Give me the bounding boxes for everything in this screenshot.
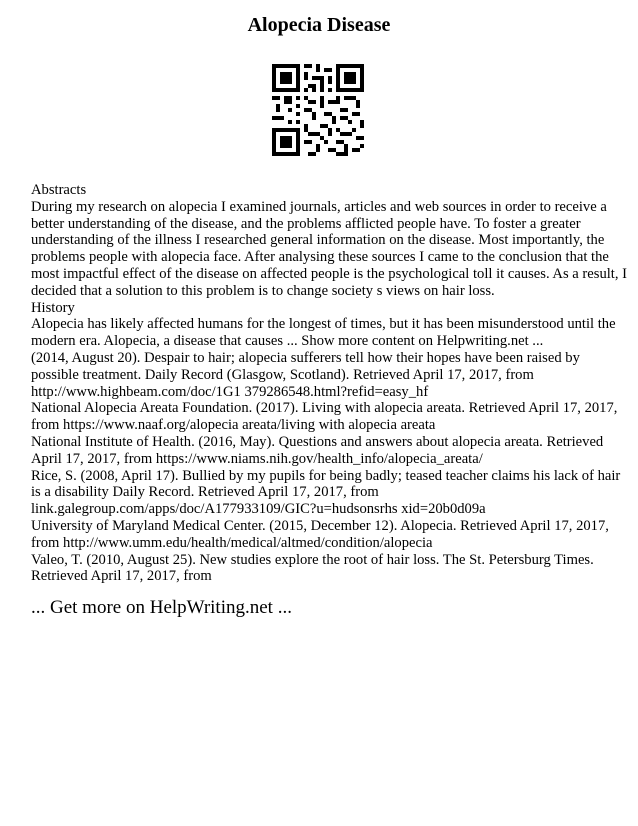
abstract-line: During my research on alopecia I examined journals, articles and web sources in order to receive a [31,198,607,215]
history-line: modern era. Alopecia, a disease that causes ... Show more content on Helpwriting.net ... [31,333,544,350]
reference-line: April 17, 2017, from https://www.niams.nih.gov/health_info/alopecia_areata/ [31,450,483,467]
reference-line: from https://www.naaf.org/alopecia areata/living with alopecia areata [31,417,436,434]
section-heading-history: History [31,299,75,316]
abstract-line: most impactful effect of the disease on affected people is the psychological toll it causes. As a result, I [31,265,628,282]
abstract-line: problems people with alopecia face. After analysing these sources I came to the conclusion that the [31,249,609,266]
document-body [31,182,628,585]
reference-line: link.galegroup.com/apps/doc/A177933109/GIC?u=hudsonsrhs xid=20b0d09a [31,501,486,518]
reference-line: possible treatment. Daily Record (Glasgow, Scotland). Retrieved April 17, 2017, from [31,366,534,383]
reference-line: Valeo, T. (2010, August 25). New studies explore the root of hair loss. The St. Petersburg Times. [31,551,594,568]
reference-line: National Alopecia Areata Foundation. (2017). Living with alopecia areata. Retrieved April 17, 2017, [31,400,618,417]
history-line: Alopecia has likely affected humans for the longest of times, but it has been misunderstood until the [31,316,616,333]
reference-line: (2014, August 20). Despair to hair; alopecia sufferers tell how their hopes have been raised by [31,349,580,366]
reference-line: from http://www.umm.edu/health/medical/altmed/condition/alopecia [31,534,433,551]
get-more-link[interactable]: ... Get more on HelpWriting.net ... [31,597,292,618]
reference-line: is a disability Daily Record. Retrieved April 17, 2017, from [31,484,379,501]
section-heading-abstracts: Abstracts [31,182,87,198]
reference-line: National Institute of Health. (2016, May). Questions and answers about alopecia areata. Retrieved [31,433,604,450]
abstract-line: understanding of the illness I researched general information on the disease. Most importantly, the [31,232,605,249]
reference-line: University of Maryland Medical Center. (2015, December 12). Alopecia. Retrieved April 17, 2017, [31,517,609,534]
qr-code-icon [272,64,364,156]
document-title: Alopecia Disease [247,14,391,36]
abstract-line: better understanding of the disease, and the problems afflicted people have. To foster a greater [31,215,581,232]
reference-line: http://www.highbeam.com/doc/1G1 379286548.html?refid=easy_hf [31,383,429,400]
reference-line: Retrieved April 17, 2017, from [31,568,212,585]
abstract-line: decided that a solution to this problem is to change society s views on hair loss. [31,282,495,299]
reference-line: Rice, S. (2008, April 17). Bullied by my pupils for being badly; teased teacher claims his lack of hair [31,467,621,484]
